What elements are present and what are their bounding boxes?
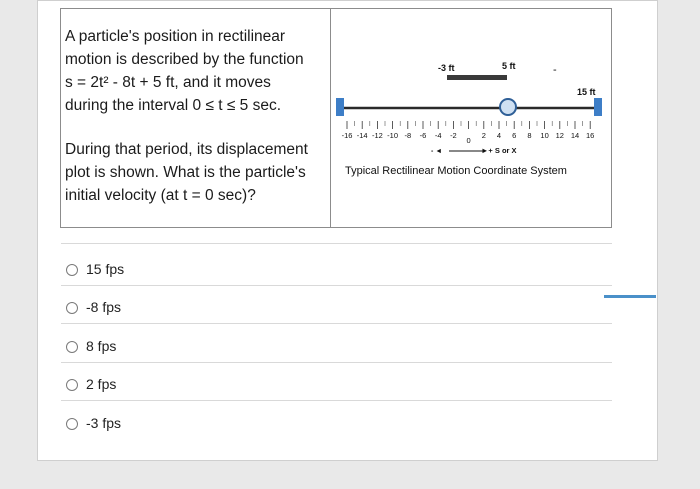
radio-button[interactable] (66, 341, 78, 353)
question-line: s = 2t² - 8t + 5 ft, and it moves (65, 74, 271, 91)
path-segment-upper (447, 75, 507, 80)
particle-marker (500, 99, 516, 115)
question-paragraph-1 (65, 25, 327, 117)
axis-tick-labels (342, 131, 595, 145)
radio-button[interactable] (66, 418, 78, 430)
axis-tick-label: 10 (540, 131, 549, 140)
axis-tick-label: -6 (419, 131, 427, 140)
arrow-minus: - ◄ (431, 148, 443, 155)
axis-tick-label: -2 (450, 131, 457, 140)
divider (61, 362, 612, 363)
radio-button[interactable] (66, 264, 78, 276)
radio-button[interactable] (66, 379, 78, 391)
axis-tick-label: 2 (481, 131, 486, 140)
option-label: -3 fps (86, 415, 122, 431)
question-line: plot is shown. What is the particle's (65, 164, 306, 181)
axis-tick-label: -14 (356, 131, 368, 140)
label-15-ft: 15 ft (577, 87, 596, 97)
divider (61, 285, 612, 286)
axis-tick-label: 16 (586, 131, 595, 140)
axis-ticks (347, 121, 590, 129)
divider (61, 400, 612, 401)
axis-tick-label: -8 (404, 131, 412, 140)
label-5-ft: 5 ft (502, 61, 516, 71)
axis-tick-label: 14 (570, 131, 580, 140)
arrow-plus-s-or-x: ►+ S or X (481, 146, 517, 155)
question-line: initial velocity (at t = 0 sec)? (65, 187, 256, 204)
figure-caption: Typical Rectilinear Motion Coordinate System (345, 165, 567, 177)
accent-bar (604, 295, 656, 298)
option-label: 8 fps (86, 338, 117, 354)
question-line: A particle's position in rectilinear (65, 28, 286, 45)
dash-mark: - (553, 64, 557, 76)
option-label: -8 fps (86, 299, 122, 315)
question-paragraph-2 (65, 138, 327, 207)
option-label: 2 fps (86, 376, 117, 392)
question-line: During that period, its displacement (65, 141, 308, 158)
axis-tick-label: 6 (512, 131, 517, 140)
question-line: motion is described by the function (65, 51, 304, 68)
radio-button[interactable] (66, 302, 78, 314)
axis-right-cap (594, 98, 602, 116)
displacement-figure (331, 9, 611, 227)
axis-tick-label: -10 (387, 131, 399, 140)
divider (61, 243, 612, 244)
axis-tick-label: 4 (496, 131, 502, 140)
axis-tick-label: -12 (371, 131, 383, 140)
option-label: 15 fps (86, 261, 125, 277)
axis-tick-label: 12 (555, 131, 564, 140)
divider (61, 323, 612, 324)
axis-tick-label: -4 (434, 131, 442, 140)
axis-tick-label: 8 (527, 131, 532, 140)
question-line: during the interval 0 ≤ t ≤ 5 sec. (65, 97, 282, 114)
axis-tick-label: 0 (466, 136, 471, 145)
axis-left-cap (336, 98, 344, 116)
label-neg3-ft: -3 ft (438, 63, 455, 73)
axis-tick-label: -16 (341, 131, 353, 140)
